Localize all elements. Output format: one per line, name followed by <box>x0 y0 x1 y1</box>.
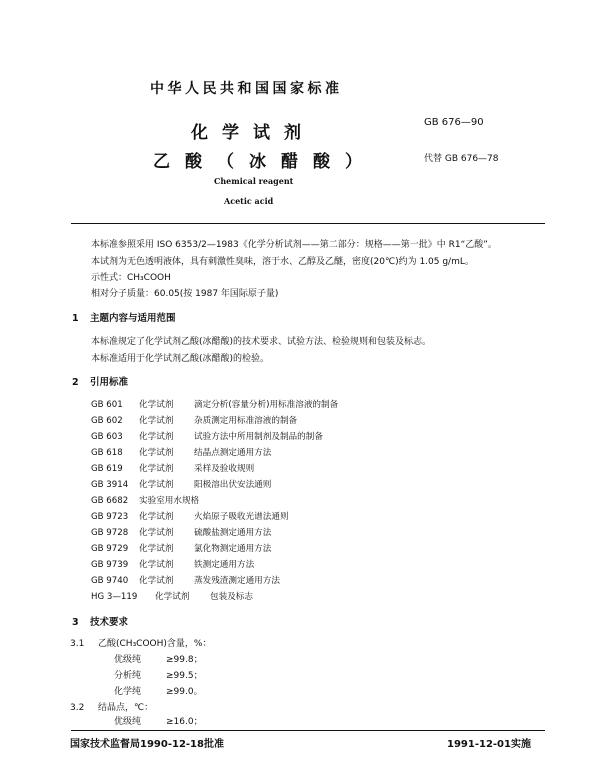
reference-code: GB 9729 <box>91 544 129 554</box>
reference-row <box>91 478 271 490</box>
section-heading <box>72 374 128 388</box>
reference-title: 阳极溶出伏安法通则 <box>194 480 272 490</box>
reference-code: GB 601 <box>91 400 123 410</box>
reference-category: 化学试剂 <box>139 448 174 458</box>
reference-category: 化学试剂 <box>139 576 174 586</box>
reference-code: GB 9740 <box>91 576 129 586</box>
reference-row <box>91 414 297 426</box>
reference-code: GB 602 <box>91 416 123 426</box>
section-title: 引用标准 <box>90 377 129 388</box>
item-number: 3.1 <box>70 639 85 649</box>
reference-title: 滴定分析(容量分析)用标准溶液的制备 <box>194 400 339 410</box>
intro-line: 示性式：CH₃COOH <box>91 273 171 283</box>
reference-category: 化学试剂 <box>155 592 190 602</box>
grade-name: 优级纯 <box>114 717 142 727</box>
reference-code: GB 9739 <box>91 560 129 570</box>
reference-title: 结晶点测定通用方法 <box>194 448 272 458</box>
section-title: 主题内容与适用范围 <box>90 313 176 324</box>
reference-category: 化学试剂 <box>139 544 174 554</box>
reference-row <box>91 398 338 410</box>
title-category: 化学试剂 <box>191 123 315 143</box>
grade-value: ≥16.0； <box>166 717 203 727</box>
reference-title: 火焰原子吸收光谱法通则 <box>194 512 289 522</box>
grade-value: ≥99.8； <box>166 655 203 665</box>
reference-title: 蒸发残渣测定通用方法 <box>194 576 280 586</box>
reference-category: 化学试剂 <box>139 432 174 442</box>
reference-category: 化学试剂 <box>139 416 174 426</box>
section-heading <box>72 310 176 324</box>
reference-category: 化学试剂 <box>139 464 174 474</box>
reference-category: 化学试剂 <box>139 512 174 522</box>
replaces-standard: 代替 GB 676—78 <box>424 154 499 164</box>
reference-code: GB 619 <box>91 464 123 474</box>
reference-row <box>91 574 280 586</box>
reference-title: 硫酸盐测定通用方法 <box>194 528 272 538</box>
grade-name: 化学纯 <box>114 687 142 697</box>
reference-code: GB 9723 <box>91 512 129 522</box>
intro-line: 本标准参照采用 ISO 6353/2—1983《化学分析试剂——第二部分：规格——第一批》中 R1“乙酸”。 <box>91 240 497 250</box>
paragraph: 本标准适用于化学试剂乙酸(冰醋酸)的检验。 <box>91 354 270 364</box>
intro-line: 本试剂为无色透明液体，具有刺激性臭味，溶于水、乙醇及乙醚，密度(20℃)约为 1.05 g/mL。 <box>91 257 474 267</box>
reference-code: GB 603 <box>91 432 123 442</box>
english-title-category: Chemical reagent <box>214 176 294 186</box>
reference-title: 杂质测定用标准溶液的制备 <box>194 416 298 426</box>
reference-title: 包装及标志 <box>210 592 253 602</box>
reference-row <box>91 558 254 570</box>
reference-code: GB 6682 <box>91 496 129 506</box>
grade-name: 优级纯 <box>114 655 142 665</box>
section-number: 3 <box>72 617 79 628</box>
national-standard-heading: 中华人民共和国国家标准 <box>150 81 343 97</box>
intro-line: 相对分子质量：60.05(按 1987 年国际原子量) <box>91 289 279 299</box>
reference-category: 化学试剂 <box>139 560 174 570</box>
item-label: 乙酸(CH₃COOH)含量，%： <box>98 639 212 649</box>
reference-category: 化学试剂 <box>139 480 174 490</box>
reference-row <box>91 494 199 506</box>
item-number: 3.2 <box>70 703 85 713</box>
reference-title: 铁测定通用方法 <box>194 560 255 570</box>
reference-code: HG 3—119 <box>91 592 138 602</box>
reference-row <box>91 510 289 522</box>
section-title: 技术要求 <box>90 617 129 628</box>
reference-row <box>91 590 253 602</box>
effective-date: 1991-12-01实施 <box>447 739 531 750</box>
requirement-item <box>70 636 211 649</box>
reference-row <box>91 462 254 474</box>
reference-category: 化学试剂 <box>139 400 174 410</box>
approval-line: 国家技术监督局1990-12-18批准 <box>70 739 224 750</box>
section-heading <box>72 614 128 628</box>
grade-value: ≥99.5； <box>166 671 203 681</box>
section-number: 1 <box>72 313 79 324</box>
gb-number: GB 676—90 <box>424 117 484 128</box>
grade-name: 分析纯 <box>114 671 142 681</box>
footer-rule <box>71 730 545 731</box>
reference-title: 实验室用水规格 <box>139 496 200 506</box>
reference-row <box>91 430 323 442</box>
item-label: 结晶点，℃： <box>98 703 154 713</box>
reference-code: GB 9728 <box>91 528 129 538</box>
paragraph: 本标准规定了化学试剂乙酸(冰醋酸)的技术要求、试验方法、检验规则和包装及标志。 <box>91 337 432 347</box>
reference-title: 氯化物测定通用方法 <box>194 544 272 554</box>
reference-category: 化学试剂 <box>139 528 174 538</box>
reference-code: GB 618 <box>91 448 123 458</box>
english-title-product: Acetic acid <box>224 196 274 206</box>
reference-code: GB 3914 <box>91 480 129 490</box>
reference-row <box>91 526 271 538</box>
reference-row <box>91 542 271 554</box>
requirement-item <box>70 700 153 713</box>
reference-title: 试验方法中所用制剂及制品的制备 <box>194 432 323 442</box>
grade-value: ≥99.0。 <box>166 687 203 697</box>
reference-row <box>91 446 271 458</box>
header-rule <box>71 223 545 224</box>
title-product: 乙酸（冰醋酸） <box>153 152 377 172</box>
reference-title: 采样及验收规则 <box>194 464 255 474</box>
section-number: 2 <box>72 377 79 388</box>
